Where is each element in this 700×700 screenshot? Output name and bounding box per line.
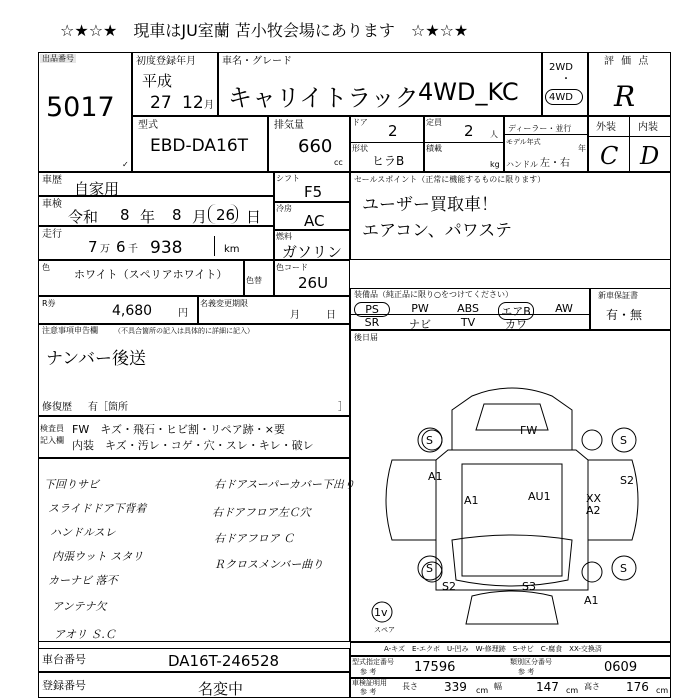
drive-4wd-circle <box>545 89 583 105</box>
dims-label: 車検証明用 <box>352 679 387 687</box>
reg-month: 12 <box>182 93 204 113</box>
insp-year: 8 <box>120 206 130 224</box>
handwritten-note: 右ドアフロア左Ｃ穴 <box>212 506 311 519</box>
damage-mark-a1-rear: A1 <box>584 594 599 607</box>
damage-mark-fw: FW <box>520 424 538 437</box>
car-name: キャリイトラック <box>228 84 419 112</box>
handle-label: ハンドル <box>506 160 538 169</box>
reg-era: 平成 <box>142 72 173 90</box>
repair-label: 修復歴 <box>42 402 72 413</box>
recycle-unit: 円 <box>178 308 188 319</box>
ac-value: AC <box>304 212 325 230</box>
chassis-value: DA16T-246528 <box>168 652 280 670</box>
model-value: EBD-DA16T <box>150 136 249 156</box>
cap-label: 定員 <box>426 118 442 127</box>
type-cert-label: 型式指定番号 <box>352 658 394 666</box>
notes-content: ナンバー後送 <box>46 349 146 369</box>
mileage-sep <box>214 236 215 256</box>
disp-unit: cc <box>334 158 343 167</box>
handwritten-note: アンテナ欠 <box>52 600 107 613</box>
insp-day-brackets <box>208 204 238 224</box>
shift-label: シフト <box>276 174 300 183</box>
legend-text: A-キズ E-エクボ U-凹み W-修理跡 S-サビ C-腐食 XX-交換済 <box>384 645 602 653</box>
equipment-item: PS <box>354 302 390 317</box>
handwritten-note: ハンドルスレ <box>50 526 116 539</box>
repair-value: 有［箇所 <box>88 402 128 413</box>
drive-2wd: 2WD <box>549 62 573 73</box>
ref-label-2: 参 考 <box>518 668 535 676</box>
insp-day-unit: 日 <box>246 208 262 226</box>
inspection-label: 車検 <box>42 199 62 210</box>
equipment-item: SR <box>364 316 380 329</box>
repair-close: ］ <box>338 402 348 413</box>
meigi-day: 日 <box>326 310 336 321</box>
shape-value: ヒラB <box>372 154 405 168</box>
mileage-sen-unit: 千 <box>128 244 138 255</box>
reg-month-unit: 月 <box>204 100 214 111</box>
disp-value: 660 <box>298 136 333 157</box>
length-unit: cm <box>476 686 489 695</box>
history-label: 車歴 <box>42 175 62 186</box>
width-value: 147 <box>536 680 559 694</box>
equipment-item: AW <box>555 302 573 315</box>
damage-mark-a1-left: A1 <box>428 470 443 483</box>
insp-month: 8 <box>172 206 182 224</box>
mileage-man-unit: 万 <box>100 244 110 255</box>
height-label: 高さ <box>584 682 600 691</box>
mileage-unit: km <box>224 244 240 255</box>
mileage-man: 7 <box>88 238 98 256</box>
inspector-label-2: 記入欄 <box>40 436 64 445</box>
sales-line-2: エアコン、パワステ <box>362 221 512 241</box>
handwritten-note: 右ドアスーパーカバー下出り <box>214 478 355 491</box>
header-title: ☆★☆★ 現車はJU室蘭 苫小牧会場にあります ☆★☆★ <box>60 21 469 40</box>
length-label: 長さ <box>402 682 418 691</box>
mileage-sen: 6 <box>116 238 126 256</box>
fuel-label: 燃料 <box>276 232 292 241</box>
car-grade: 4WD_KC <box>418 78 519 106</box>
handwritten-note: 内張ウット スタリ <box>52 550 144 563</box>
model-year-label: モデル年式 <box>506 138 541 146</box>
notes-box <box>38 324 350 416</box>
equipment-item: ABS <box>457 302 479 315</box>
sales-label: セールスポイント（正常に機能するものに限ります） <box>354 175 546 184</box>
reg-no-value: 名変中 <box>198 680 244 698</box>
height-unit: cm <box>656 686 669 695</box>
damage-marks <box>374 424 634 634</box>
lot-label: 出品番号 <box>42 54 74 63</box>
door-value: 2 <box>388 122 398 140</box>
int-score: D <box>640 142 660 170</box>
insp-day: 26 <box>216 206 236 224</box>
type-cert-value: 17596 <box>414 660 456 675</box>
reg-no-label: 登録番号 <box>42 679 86 692</box>
height-value: 176 <box>626 680 649 694</box>
meigi-month: 月 <box>290 310 300 321</box>
rear-label: 後日届 <box>354 333 378 342</box>
damage-mark-s-fl: S <box>426 434 433 447</box>
handwritten-note: カーナビ 落不 <box>48 574 118 587</box>
equipment-item: PW <box>411 302 429 315</box>
damage-mark-xx: XX <box>586 492 602 505</box>
load-label: 積載 <box>426 144 442 153</box>
door-label: ドア <box>352 118 368 127</box>
handwritten-note: アオリ Ｓ.Ｃ <box>54 628 116 641</box>
damage-mark-s-rr: S <box>620 562 627 575</box>
width-unit: cm <box>566 686 579 695</box>
int-label: 内装 <box>638 122 658 133</box>
damage-mark-a2: A2 <box>586 504 601 517</box>
inspector-label-1: 検査員 <box>40 424 64 433</box>
name-label: 車名・グレード <box>222 56 292 67</box>
reg-year: 27 <box>150 93 172 113</box>
ref-label-3: 参 考 <box>360 688 377 696</box>
cap-unit: 人 <box>490 130 498 139</box>
door-divider <box>350 142 424 143</box>
insp-year-unit: 年 <box>140 208 156 226</box>
handwritten-note: スライドドア下背着 <box>48 502 147 515</box>
fuel-value: ガソリン <box>282 243 343 261</box>
history-value: 自家用 <box>74 180 120 198</box>
damage-mark-s-fr: S <box>620 434 627 447</box>
color-code-label: 色コード <box>276 263 308 272</box>
model-year-unit: 年 <box>578 144 586 153</box>
ext-label: 外装 <box>596 122 616 133</box>
recycle-value: 4,680 <box>112 303 153 319</box>
inspector-row-2: 内装 キズ・汚レ・コゲ・穴・スレ・キレ・破レ <box>72 439 314 452</box>
class-label: 類別区分番号 <box>510 658 552 666</box>
sales-line-1: ユーザー買取車！ <box>362 195 498 215</box>
class-value: 0609 <box>604 660 638 675</box>
dims-box <box>350 678 671 698</box>
auction-sheet: ☆★☆★ 現車はJU室蘭 苫小牧会場にあります ☆★☆★ 出品番号 5017 ✓ 初度登録年月 平成 27 12 月 車名・グレード キャリイトラック 4WD_KC 2WD ・ 4WD 評 価 点 R 型式 EBD-DA16T 排気量 660 cc ドア 2 形状 ヒラB 定員 2 人 積載 kg ディーラー・並行 モデル年式 年 ハンドル 左・右 外装 内装 C D 車歴 自家用 車検 令和 8 年 8 月 26 日 走行 7 万 6 千 938 km シフト F5 冷房 AC 燃料 ガソリン セールスポイント（正常に機能するものに限ります） ユーザー買取車！ エアコン、パワステ 色 ホワイト（スペリアホワイト） 色替 色コード 26U R券 4,680 円 名義変更期限 月 日 装備品（純正品に限り○をつけてください） 新車保証書 有・無 注意事項申告欄 （不具合箇所の記入は具体的に詳細に記入） ナンバー後送 修復歴 有［箇所 ］ 後日届 検査員 記入欄 FW キズ・飛石・ヒビ割・リペア跡・×要 内装 キズ・汚レ・コゲ・穴・スレ・キレ・破レ S S S S FW A1 A1 AU1 XX A2 S2 S3 A1 S2 1v スペア A-キズ E-エクボ U-凹み W-修理跡 S-サビ C-腐食 XX-交換済 車台番号 DA16T-246528 登録番号 名変中 型式指定番号 参 考 17596 類別区分番号 参 考 0609 車検証明用 参 考 長さ 339 cm 幅 147 cm 高さ 176 cm PS PW ABS エアB AW SR ナビ TV カワ 下回りサビ スライドドア下背着 ハンドルスレ 内張ウット スタリ カーナビ 落不 アンテナ欠 アオリ Ｓ.Ｃ 右ドアスーパーカバー下出り 右ドアフロア左Ｃ穴 右ドアフロア Ｃ Ｒクロスメンバー曲り <box>0 0 700 700</box>
width-label: 幅 <box>494 682 502 691</box>
reg-label: 初度登録年月 <box>136 56 196 67</box>
color-value: ホワイト（スペリアホワイト） <box>74 268 228 281</box>
disp-label: 排気量 <box>274 120 304 131</box>
damage-mark-au1: AU1 <box>528 490 551 503</box>
damage-mark-s2-rear: S2 <box>442 580 456 593</box>
length-value: 339 <box>444 680 467 694</box>
car-diagram <box>352 340 670 640</box>
ref-label-1: 参 考 <box>360 668 377 676</box>
chassis-label: 車台番号 <box>42 653 86 666</box>
color-label: 色 <box>42 263 50 272</box>
damage-mark-s2-right: S2 <box>620 474 634 487</box>
mileage-label: 走行 <box>42 229 62 240</box>
ext-int-divider <box>629 116 630 172</box>
equipment-label: 装備品（純正品に限り○をつけてください） <box>354 290 513 299</box>
handwritten-note: 右ドアフロア Ｃ <box>214 532 295 545</box>
spare-mark: 1v <box>374 606 388 619</box>
dealer-divider <box>504 134 588 135</box>
insp-era: 令和 <box>68 208 99 226</box>
lot-number: 5017 <box>46 92 115 123</box>
score-label: 評 価 点 <box>604 56 651 67</box>
warranty-label: 新車保証書 <box>598 291 638 300</box>
handwritten-note: 下回りサビ <box>44 478 99 491</box>
damage-circles <box>372 428 636 622</box>
damage-mark-s-rl: S <box>426 562 433 575</box>
equipment-item: カワ <box>505 318 527 331</box>
cap-value: 2 <box>464 122 474 140</box>
notes-label: 注意事項申告欄 <box>42 326 98 335</box>
score-value: R <box>614 80 636 113</box>
inspector-row-1: FW キズ・飛石・ヒビ割・リペア跡・×要 <box>72 423 285 436</box>
model-label: 型式 <box>138 120 158 131</box>
equipment-item: ナビ <box>409 318 431 331</box>
recycle-label: R券 <box>42 299 56 308</box>
load-unit: kg <box>490 160 500 169</box>
notes-sublabel: （不具合箇所の記入は具体的に詳細に記入） <box>114 327 254 335</box>
mileage-rest: 938 <box>150 238 183 258</box>
warranty-value: 有・無 <box>606 308 643 322</box>
damage-mark-s3: S3 <box>522 580 536 593</box>
color-change-label: 色替 <box>246 276 262 285</box>
ac-label: 冷房 <box>276 204 292 213</box>
equipment-item: TV <box>460 316 476 329</box>
dealer-label: ディーラー・並行 <box>508 124 572 133</box>
meigi-label: 名義変更期限 <box>200 299 248 308</box>
drive-4wd: 4WD <box>549 92 573 103</box>
ext-int-hdiv <box>588 136 671 137</box>
handwritten-note: Ｒクロスメンバー曲り <box>214 558 324 571</box>
equipment-item: エアB <box>498 302 534 320</box>
shape-label: 形状 <box>352 144 368 153</box>
shift-value: F5 <box>304 183 323 201</box>
color-code-value: 26U <box>298 274 329 292</box>
spare-label: スペア <box>374 626 395 634</box>
damage-mark-a1-center: A1 <box>464 494 479 507</box>
drive-dot: ・ <box>561 74 571 85</box>
handle-value: 左・右 <box>540 158 570 169</box>
cap-divider <box>424 142 504 143</box>
insp-month-unit: 月 <box>192 208 208 226</box>
ext-score: C <box>600 142 619 170</box>
